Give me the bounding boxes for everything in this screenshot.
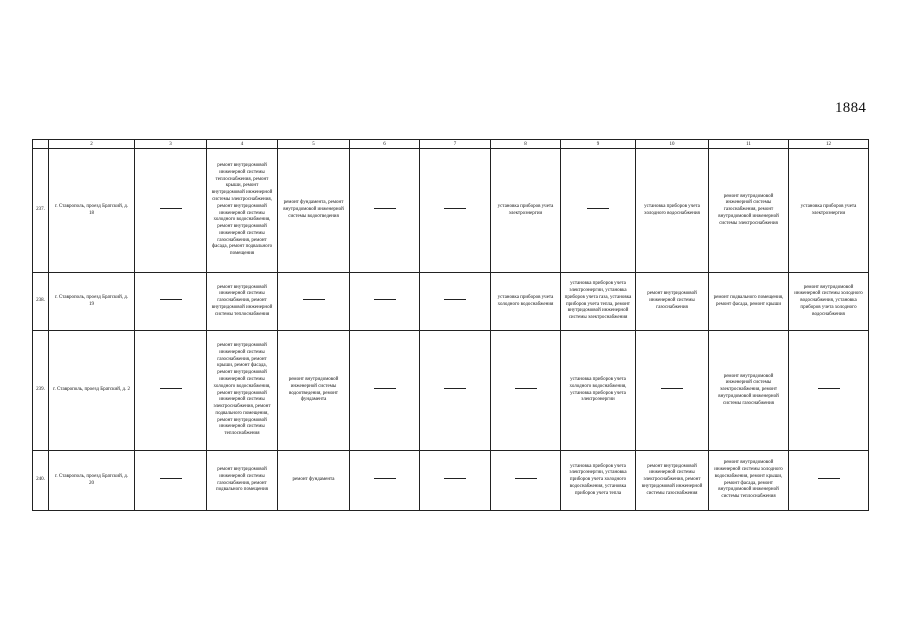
col-header: 9	[561, 140, 636, 149]
work-cell-col-3	[135, 149, 207, 273]
row-number	[33, 331, 49, 451]
work-cell-col-9	[561, 149, 636, 273]
cell-text: ремонт внутридомовой инженерной системы электроснабжения, ремонт внутридомовой инженерной системы газоснабжения	[718, 373, 779, 406]
empty-dash	[160, 388, 182, 389]
cell-text: ремонт фундамента	[292, 477, 335, 483]
cell-text: ремонт внутридомовой инженерной системы электроснабжения, ремонт внутридомовой инженерной системы газоснабжения	[641, 463, 703, 496]
work-cell-col-10	[636, 149, 709, 273]
row-number	[33, 451, 49, 511]
table-row	[33, 273, 869, 331]
col-header: 3	[135, 140, 207, 149]
cell-text: 238.	[36, 298, 45, 304]
cell-text: ремонт подвального помещения, ремонт фасада, ремонт крыши	[713, 294, 784, 307]
cell-text	[353, 387, 416, 394]
col-header: 2	[49, 140, 135, 149]
cell-text: г. Ставрополь, проезд Братский, д. 20	[54, 473, 129, 486]
cell-text: ремонт внутридомовой инженерной системы газоснабжения, ремонт крыши, ремонт фасада, ремонт внутридомовой инженерной системы холодного водоснабжения, ремонт внутридомовой инженерной системы электроснабжения, ремонт подвального помещения, ремонт внутридомовой инженерной системы теплоснабжения	[213, 342, 271, 437]
work-cell-col-12	[789, 149, 869, 273]
col-header: 8	[491, 140, 561, 149]
cell-text	[792, 477, 865, 484]
cell-text: установка приборов учета холодного водоснабжения	[497, 294, 554, 307]
col-header: 5	[278, 140, 350, 149]
row-number	[33, 149, 49, 273]
work-cell-col-4	[207, 331, 278, 451]
address-cell	[49, 149, 135, 273]
empty-dash	[661, 388, 683, 389]
cell-text	[564, 207, 632, 214]
cell-text	[353, 477, 416, 484]
work-cell-col-6	[350, 451, 420, 511]
cell-text: 237.	[36, 207, 45, 213]
address-cell	[49, 331, 135, 451]
cell-text: ремонт внутридомовой инженерной системы холодного водоснабжения, установка приборов учета холодного водоснабжения	[794, 284, 863, 317]
cell-text: установка приборов учета холодного водоснабжения	[644, 203, 700, 216]
address-cell	[49, 451, 135, 511]
page-number: 1884	[835, 100, 867, 116]
empty-dash	[818, 388, 840, 389]
work-cell-col-8	[491, 451, 561, 511]
cell-text	[792, 387, 865, 394]
cell-text	[639, 387, 705, 394]
work-cell-col-6	[350, 149, 420, 273]
work-cell-col-12	[789, 331, 869, 451]
cell-text: ремонт фундамента, ремонт внутридомовой инженерной системы водоотведения	[283, 200, 344, 219]
col-header: 11	[709, 140, 789, 149]
cell-text: г. Ставрополь, проезд Братский, д. 18	[54, 203, 129, 216]
work-cell-col-9	[561, 273, 636, 331]
work-cell-col-10	[636, 331, 709, 451]
table-row	[33, 451, 869, 511]
row-number	[33, 273, 49, 331]
cell-text	[281, 298, 346, 305]
work-cell-col-12	[789, 273, 869, 331]
work-cell-col-5	[278, 273, 350, 331]
empty-dash	[818, 478, 840, 479]
col-header: 10	[636, 140, 709, 149]
address-cell	[49, 273, 135, 331]
cell-text: ремонт внутридомовой инженерной системы водоотведения, ремонт фундамента	[288, 376, 339, 403]
cell-text	[423, 477, 487, 484]
empty-dash	[587, 208, 609, 209]
cell-text: ремонт внутридомовой инженерной системы газоснабжения	[647, 291, 697, 310]
cell-text	[138, 477, 203, 484]
cell-text: ремонт внутридомовой инженерной системы холодного водоснабжения, ремонт крыши, ремонт фасада, ремонт внутридомовой инженерной системы теплоснабжения	[714, 460, 783, 500]
work-cell-col-4	[207, 273, 278, 331]
work-cell-col-9	[561, 331, 636, 451]
cell-text	[353, 298, 416, 305]
cell-text	[138, 298, 203, 305]
work-cell-col-7	[420, 331, 491, 451]
empty-dash	[515, 478, 537, 479]
work-cell-col-6	[350, 273, 420, 331]
work-cell-col-3	[135, 273, 207, 331]
table-row	[33, 149, 869, 273]
work-cell-col-11	[709, 331, 789, 451]
work-cell-col-6	[350, 331, 420, 451]
cell-text	[423, 387, 487, 394]
cell-text: ремонт внутридомовой инженерной системы газоснабжения, ремонт внутридомовой инженерной системы электроснабжения	[718, 193, 779, 226]
work-cell-col-7	[420, 149, 491, 273]
work-cell-col-7	[420, 451, 491, 511]
empty-dash	[374, 208, 396, 209]
work-cell-col-11	[709, 149, 789, 273]
cell-text: ремонт внутридомовой инженерной системы газоснабжения, ремонт подвального помещения	[216, 466, 268, 493]
cell-text: 240.	[36, 477, 45, 483]
work-cell-col-12	[789, 451, 869, 511]
cell-text: ремонт внутридомовой инженерной системы газоснабжения, ремонт внутридомовой инженерной системы теплоснабжения	[211, 284, 273, 317]
work-cell-col-11	[709, 273, 789, 331]
empty-dash	[160, 478, 182, 479]
col-header: 12	[789, 140, 869, 149]
cell-text	[423, 298, 487, 305]
empty-dash	[515, 388, 537, 389]
empty-dash	[444, 388, 466, 389]
empty-dash	[374, 299, 396, 300]
cell-text: установка приборов учета электроэнергии, установка приборов учета холодного водоснабжения, установка приборов учета тепла	[569, 463, 627, 496]
cell-text	[423, 207, 487, 214]
cell-text: ремонт внутридомовой инженерной системы теплоснабжения, ремонт крыши, ремонт внутридомовой инженерной системы электроснабжения, ремонт внутридомовой инженерной системы холодного водоснабжения, ремонт внутридомовой инженерной системы газоснабжения, ремонт фасада, ремонт подвального помещения	[211, 162, 273, 257]
col-header	[33, 140, 49, 149]
empty-dash	[160, 299, 182, 300]
work-cell-col-8	[491, 149, 561, 273]
cell-text	[353, 207, 416, 214]
work-cell-col-10	[636, 273, 709, 331]
empty-dash	[303, 299, 325, 300]
cell-text: 239.	[36, 387, 45, 393]
col-header: 4	[207, 140, 278, 149]
work-cell-col-3	[135, 331, 207, 451]
cell-text	[494, 477, 557, 484]
empty-dash	[160, 208, 182, 209]
cell-text: г. Ставрополь, проезд Братский, д. 2	[53, 387, 130, 393]
cell-text	[138, 387, 203, 394]
header-row	[33, 140, 869, 149]
col-header: 7	[420, 140, 491, 149]
work-cell-col-11	[709, 451, 789, 511]
work-cell-col-4	[207, 149, 278, 273]
work-cell-col-10	[636, 451, 709, 511]
work-cell-col-4	[207, 451, 278, 511]
work-cell-col-9	[561, 451, 636, 511]
work-cell-col-5	[278, 451, 350, 511]
cell-text: установка приборов учета электроэнергии	[497, 203, 554, 216]
table-row	[33, 331, 869, 451]
empty-dash	[374, 478, 396, 479]
work-cell-col-8	[491, 331, 561, 451]
empty-dash	[444, 208, 466, 209]
cell-text: установка приборов учета холодного водоснабжения, установка приборов учета электроэнергии	[569, 376, 627, 403]
work-cell-col-3	[135, 451, 207, 511]
empty-dash	[444, 299, 466, 300]
work-cell-col-5	[278, 149, 350, 273]
work-cell-col-5	[278, 331, 350, 451]
empty-dash	[444, 478, 466, 479]
col-header: 6	[350, 140, 420, 149]
cell-text	[138, 207, 203, 214]
cell-text: г. Ставрополь, проезд Братский, д. 19	[54, 294, 129, 307]
cell-text	[494, 387, 557, 394]
cell-text: установка приборов учета электроэнергии, установка приборов учета газа, установка приборов учета тепла, ремонт внутридомовой инженерной системы электроснабжения	[564, 281, 632, 321]
work-cell-col-8	[491, 273, 561, 331]
cell-text: установка приборов учета электроэнергии	[800, 203, 857, 216]
empty-dash	[374, 388, 396, 389]
work-schedule-table	[32, 139, 869, 511]
work-cell-col-7	[420, 273, 491, 331]
